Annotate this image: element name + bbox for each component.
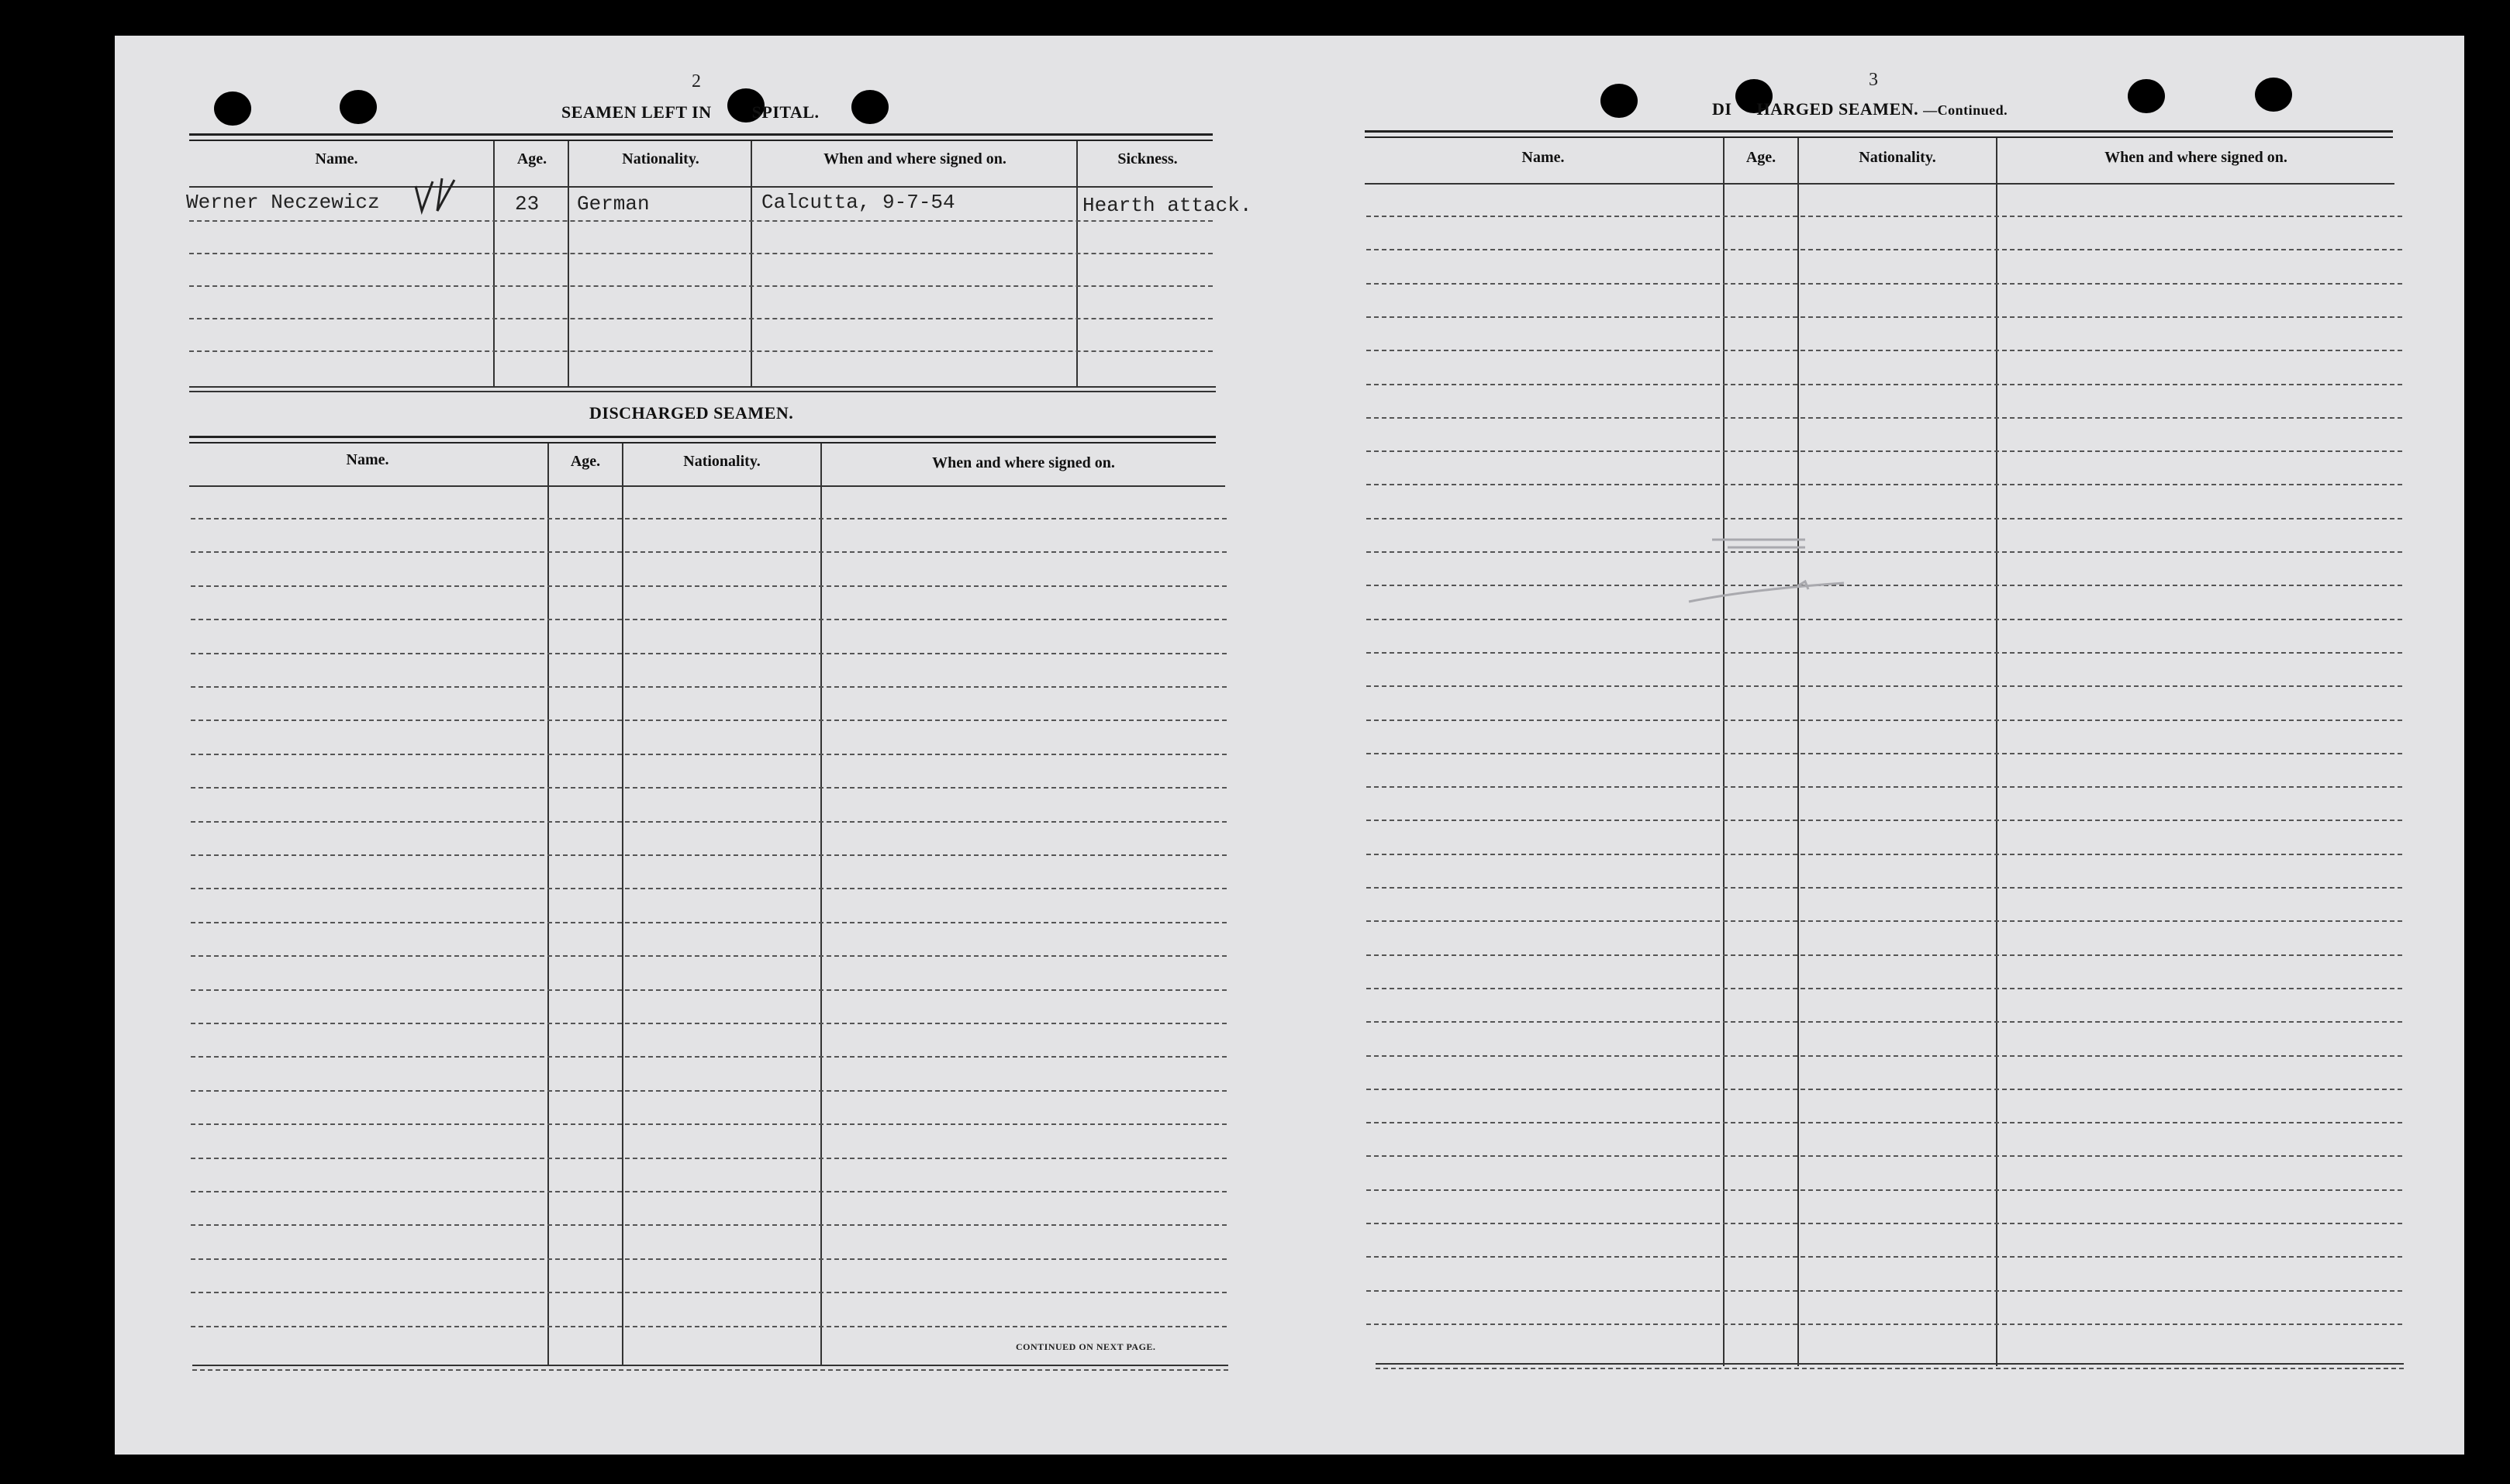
ruled-line (191, 518, 1227, 519)
ruled-line (1366, 954, 2402, 956)
ruled-line (1366, 887, 2402, 889)
punch-hole (2128, 79, 2165, 113)
ruled-line (1366, 1155, 2402, 1157)
ruled-line (191, 1023, 1227, 1024)
page-number: 2 (692, 71, 701, 91)
col-header-nationality: Nationality. (1859, 149, 1936, 166)
ruled-line (1366, 753, 2402, 754)
ruled-line (1366, 417, 2402, 419)
ruled-line (1366, 920, 2402, 922)
ruled-line (1366, 820, 2402, 821)
ruled-line (1366, 1256, 2402, 1258)
page-number: 3 (1869, 70, 1878, 90)
hospital-row-nationality: German (577, 192, 650, 216)
ruled-line (1366, 1055, 2402, 1057)
ruled-line (191, 585, 1227, 587)
ruled-line (191, 619, 1227, 620)
ruled-line (191, 787, 1227, 789)
ruled-line (191, 653, 1227, 654)
ruled-line (1366, 1223, 2402, 1224)
punch-hole (340, 90, 377, 124)
hospital-section-title (561, 102, 819, 123)
col-header-age: Age. (516, 150, 547, 167)
ruled-line (191, 1123, 1227, 1125)
handwritten-checkmark (411, 174, 465, 217)
ruled-line (191, 1258, 1227, 1260)
ruled-line (1366, 1189, 2402, 1191)
hospital-row-age: 23 (515, 192, 540, 216)
col-header-sickness: Sickness. (1117, 150, 1178, 167)
ruled-line (191, 1158, 1227, 1159)
title-part: DI (1712, 99, 1732, 119)
ruled-line (191, 989, 1227, 991)
title-part: SPITAL. (751, 102, 820, 122)
ruled-line (1366, 786, 2402, 788)
ruled-line (191, 754, 1227, 755)
ruled-line (1366, 652, 2402, 654)
ruled-line (1366, 720, 2402, 721)
ruled-line (191, 1292, 1227, 1293)
ruled-line (1366, 854, 2402, 855)
punch-hole (2255, 78, 2292, 112)
ruled-line (191, 821, 1227, 823)
ruled-line (191, 1090, 1227, 1092)
ruled-line (1366, 1122, 2402, 1123)
col-header-name: Name. (315, 150, 358, 167)
ruled-line (1366, 450, 2402, 452)
ruled-line (191, 551, 1227, 553)
ruled-line (191, 888, 1227, 889)
ruled-line (1366, 619, 2402, 620)
faint-stamp (1681, 516, 1867, 609)
col-header-signed-on: When and where signed on. (823, 150, 1006, 167)
ruled-line (1366, 384, 2402, 385)
ruled-line (1366, 316, 2402, 318)
ruled-line (1366, 484, 2402, 485)
ruled-line (1366, 216, 2402, 217)
title-part: SEAMEN LEFT IN (561, 102, 712, 122)
ruled-line (191, 1191, 1227, 1192)
ruled-line (191, 720, 1227, 721)
punch-hole (851, 90, 889, 124)
title-part: —Continued. (1923, 102, 2008, 118)
ruled-line (191, 1224, 1227, 1226)
col-header-signed-on: When and where signed on. (2104, 149, 2287, 166)
hospital-row-signed-on: Calcutta, 9-7-54 (761, 191, 955, 214)
discharged-continued-title (1712, 99, 2008, 119)
col-header-age: Age. (570, 453, 601, 470)
ruled-line (191, 1056, 1227, 1058)
ruled-line (191, 955, 1227, 957)
ruled-line (1366, 1324, 2402, 1325)
punch-hole (214, 91, 251, 126)
col-header-nationality: Nationality. (622, 150, 699, 167)
col-header-name: Name. (1521, 149, 1565, 166)
discharged-section-title: DISCHARGED SEAMEN. (589, 403, 794, 423)
ruled-line (1366, 283, 2402, 285)
title-part: HARGED SEAMEN. (1756, 99, 1919, 119)
ruled-line (1366, 685, 2402, 687)
ruled-line (1366, 1290, 2402, 1292)
col-header-age: Age. (1745, 149, 1776, 166)
punch-hole (1600, 84, 1638, 118)
col-header-signed-on: When and where signed on. (932, 454, 1115, 471)
ruled-line (191, 922, 1227, 923)
ruled-line (1366, 518, 2402, 519)
ruled-line (191, 686, 1227, 688)
ruled-line (1366, 1089, 2402, 1090)
hospital-row-sickness: Hearth attack. (1082, 194, 1252, 217)
col-header-nationality: Nationality. (683, 453, 761, 470)
ruled-line (191, 854, 1227, 856)
ruled-line (1366, 585, 2402, 586)
continued-note: CONTINUED ON NEXT PAGE. (1016, 1341, 1156, 1352)
ruled-line (1366, 350, 2402, 351)
document-sheet (115, 36, 2464, 1455)
ruled-line (1366, 1021, 2402, 1023)
ruled-line (1366, 988, 2402, 989)
col-header-name: Name. (346, 451, 389, 468)
ruled-line (191, 1326, 1227, 1327)
hospital-row-name: Werner Neczewicz (186, 191, 380, 214)
ruled-line (1366, 551, 2402, 553)
ruled-line (1366, 249, 2402, 250)
